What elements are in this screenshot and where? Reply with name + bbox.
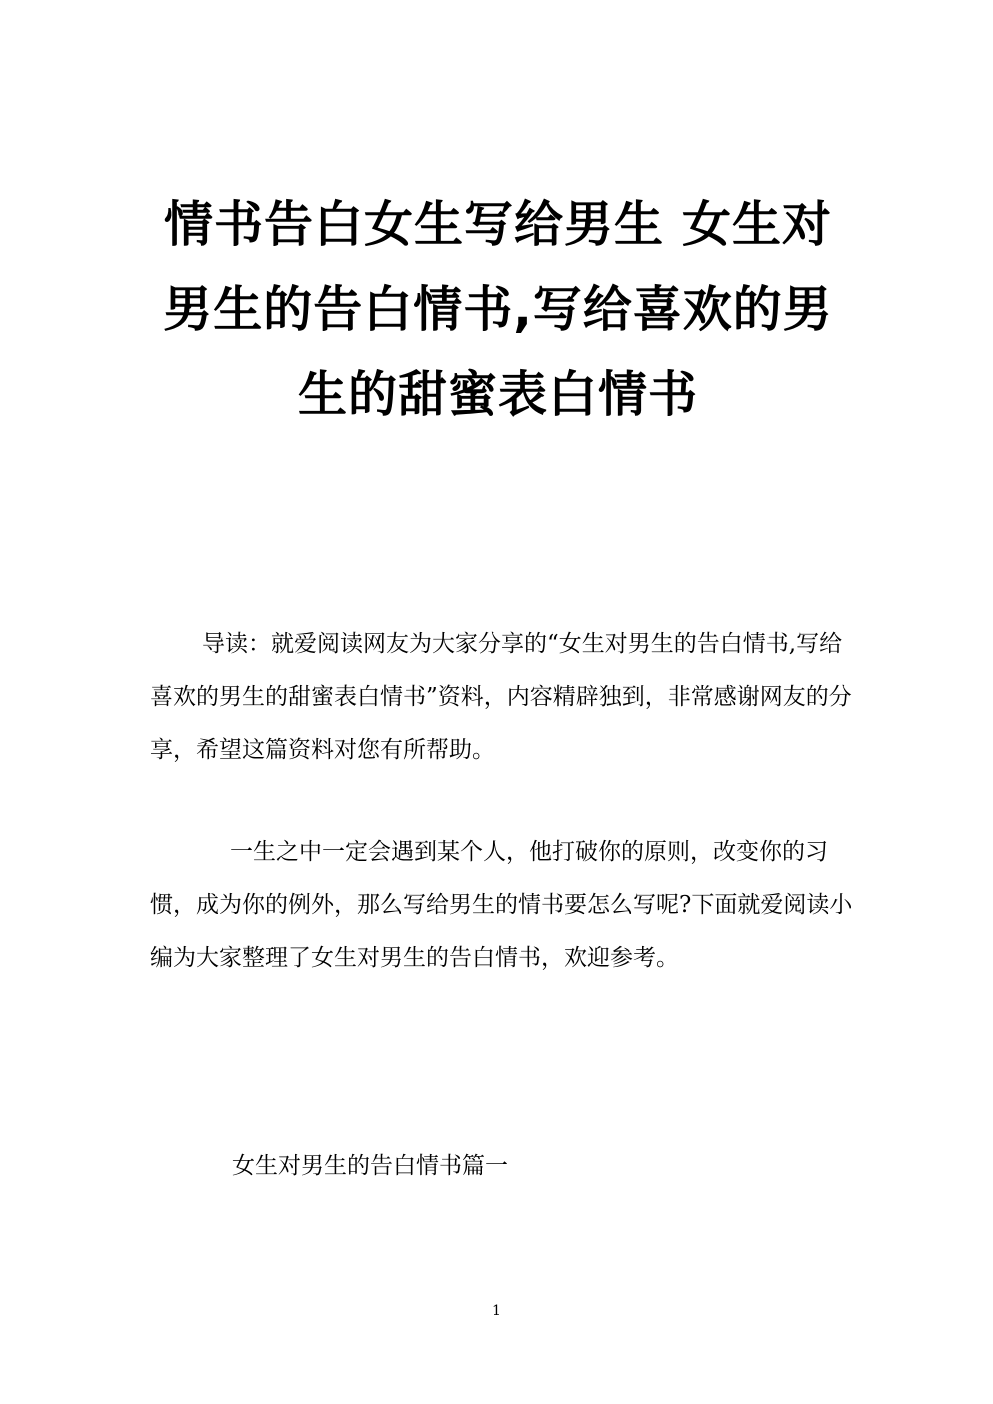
body-paragraph: 一生之中一定会遇到某个人，他打破你的原则，改变你的习惯，成为你的例外，那么写给男生的情书要怎么写呢?下面就爱阅读小编为大家整理了女生对男生的告白情书，欢迎参考。	[150, 839, 853, 971]
section-heading: 女生对男生的告白情书篇一	[232, 1153, 508, 1179]
intro-paragraph: 导读：就爱阅读网友为大家分享的“女生对男生的告白情书,写给喜欢的男生的甜蜜表白情书”资料，内容精辟独到，非常感谢网友的分享，希望这篇资料对您有所帮助。	[150, 631, 852, 763]
document-title: 情书告白女生写给男生 女生对男生的告白情书,写给喜欢的男生的甜蜜表白情书	[163, 196, 833, 423]
page-number: 1	[492, 1303, 501, 1319]
